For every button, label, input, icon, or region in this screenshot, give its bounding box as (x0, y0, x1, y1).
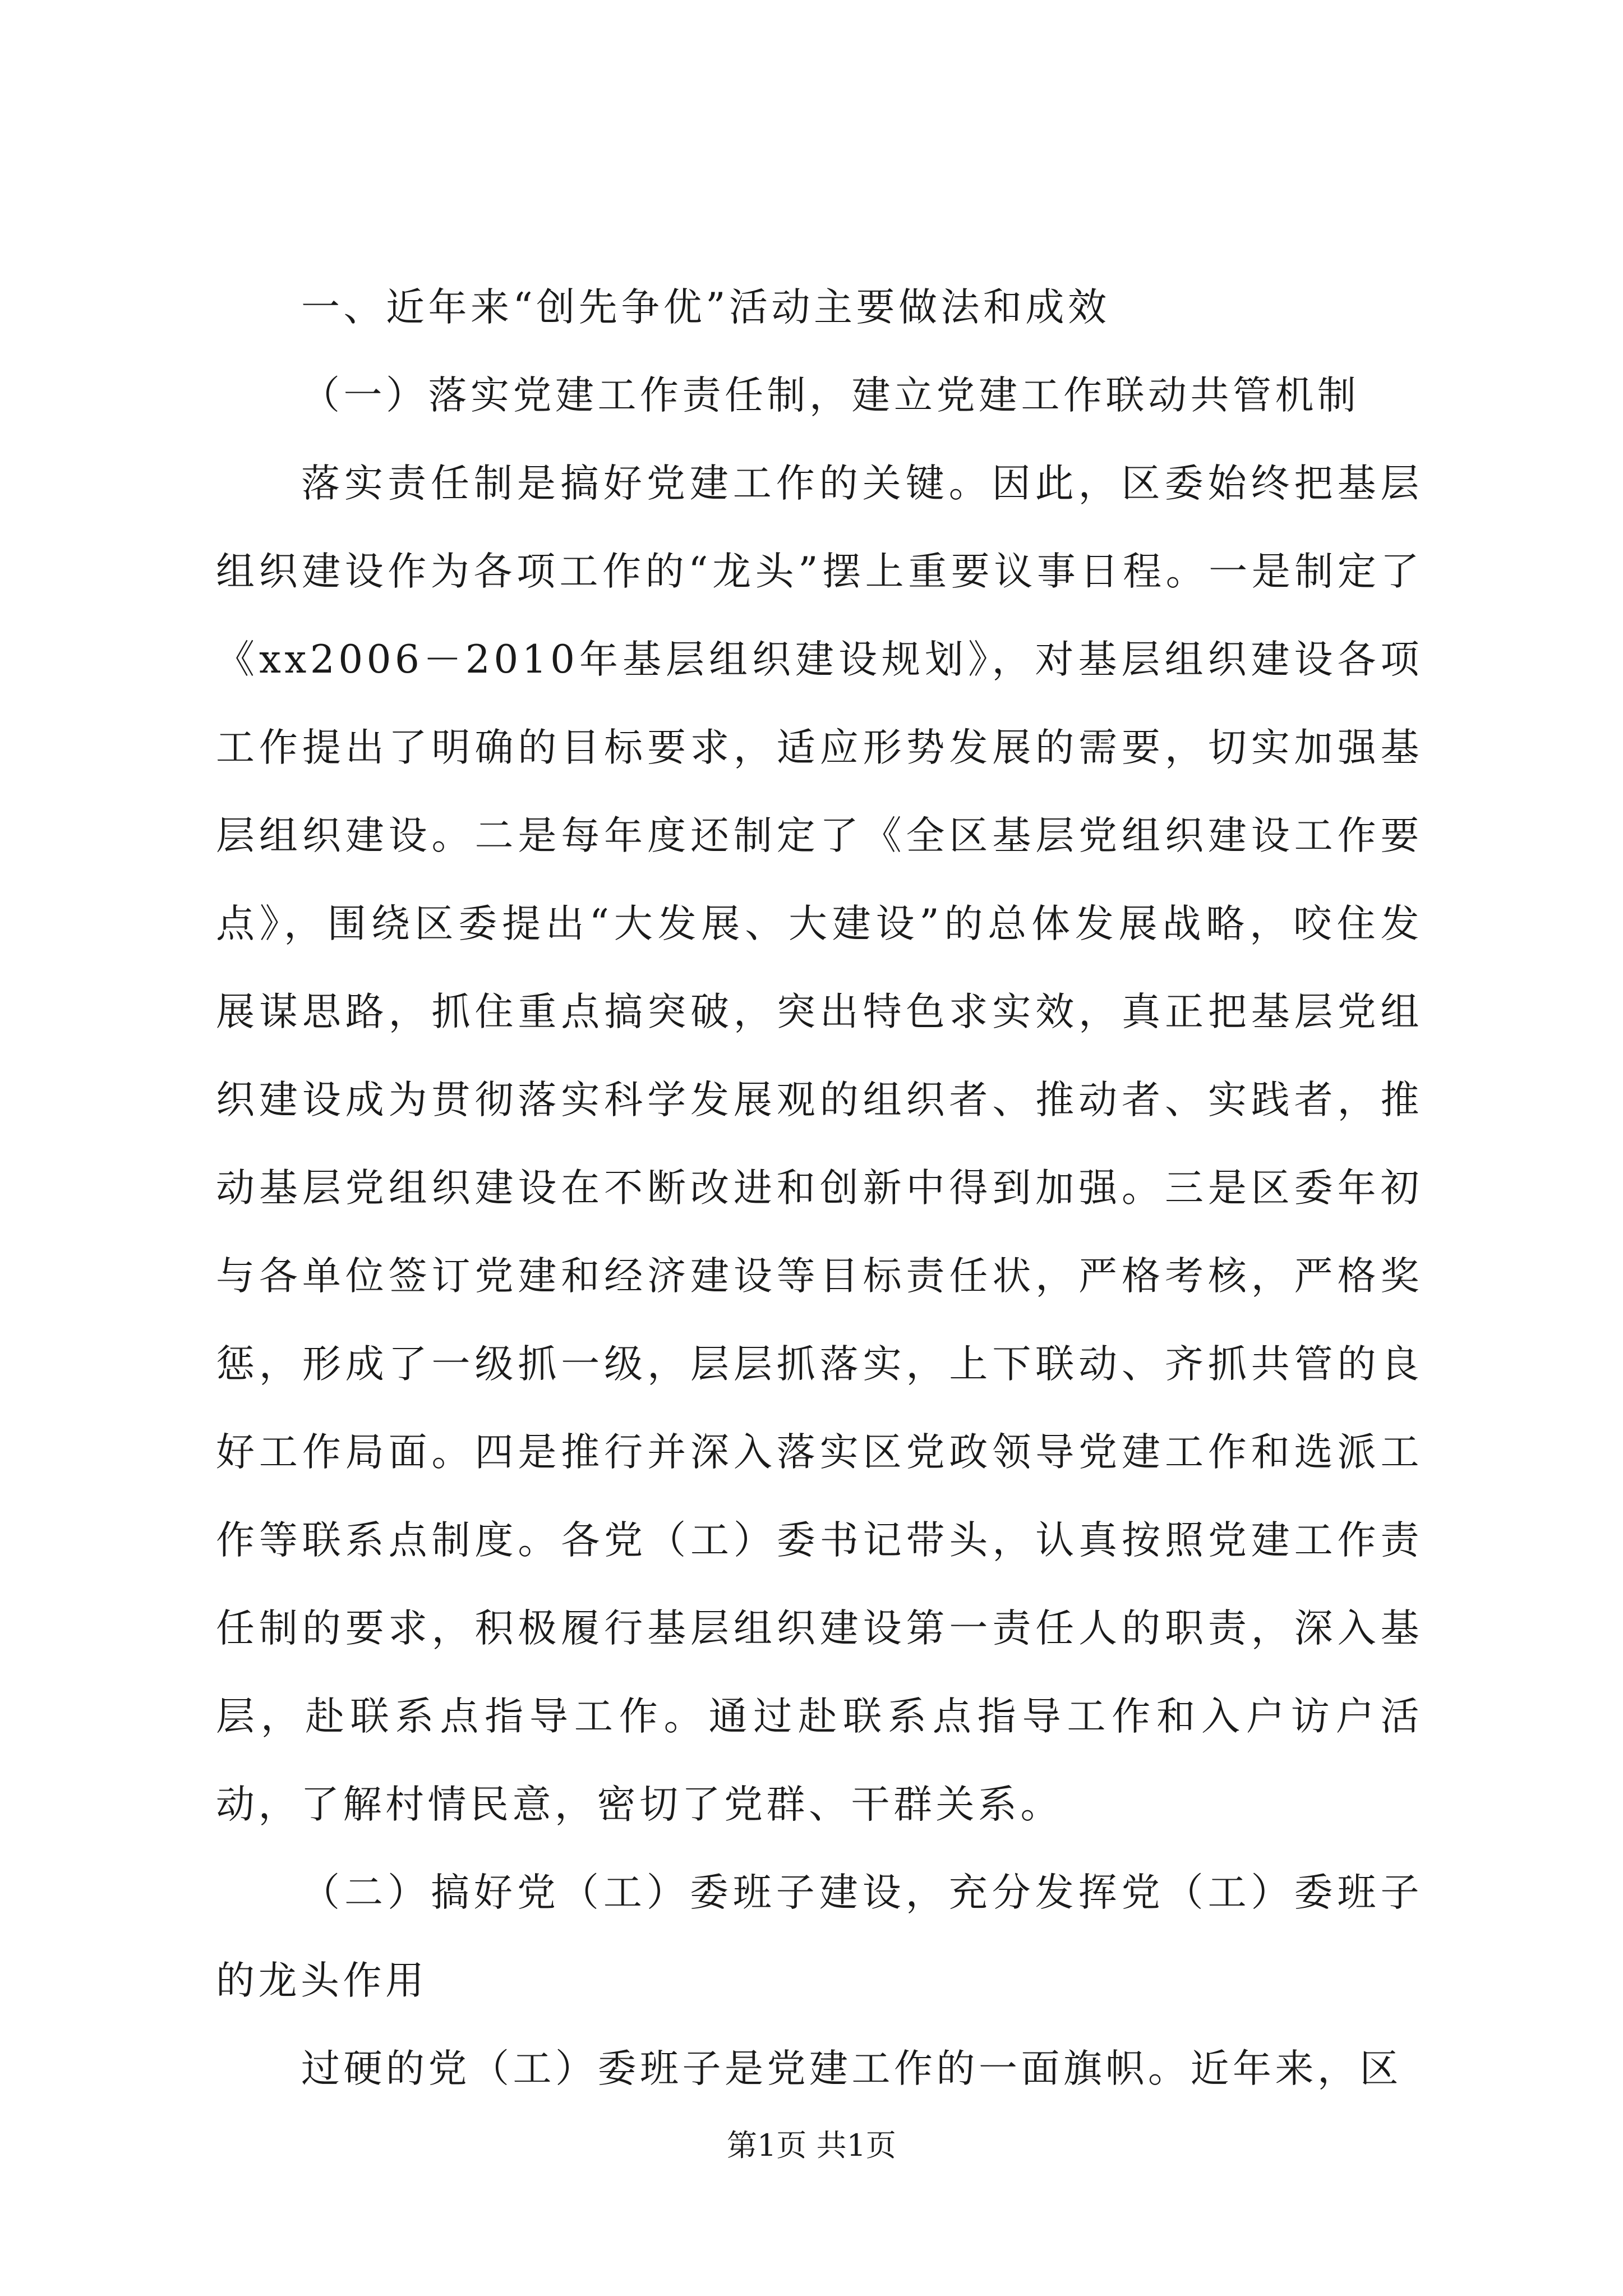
document-body (216, 264, 1423, 2113)
page-footer: 第1页 共1页 (727, 2128, 896, 2163)
subsection-heading-1: （一）落实党建工作责任制，建立党建工作联动共管机制 (301, 373, 1360, 418)
subsection-heading-2: （二）搞好党（工）委班子建设，充分发挥党（工）委班子的龙头作用 (216, 1870, 1423, 2003)
body-paragraph-continued: 过硬的党（工）委班子是党建工作的一面旗帜。近年来，区 (301, 2046, 1402, 2091)
body-paragraph: 落实责任制是搞好党建工作的关键。因此，区委始终把基层组织建设作为各项工作的“龙头”摆上重要议事日程。一是制定了《xx2006－2010年基层组织建设规划》，对基层组织建设各项工作提出了明确的目标要求，适应形势发展的需要，切实加强基层组织建设。二是每年度还制定了《全区基层党组织建设工作要点》，围绕区委提出“大发展、大建设”的总体发展战略，咬住发展谋思路，抓住重点搞突破，突出特色求实效，真正把基层党组织建设成为贯彻落实科学发展观的组织者、推动者、实践者，推动基层党组织建设在不断改进和创新中得到加强。三是区委年初与各单位签订党建和经济建设等目标责任状，严格考核，严格奖惩，形成了一级抓一级，层层抓落实，上下联动、齐抓共管的良好工作局面。四是推行并深入落实区党政领导党建工作和选派工作等联系点制度。各党（工）委书记带头，认真按照党建工作责任制的要求，积极履行基层组织建设第一责任人的职责，深入基层，赴联系点指导工作。通过赴联系点指导工作和入户访户活动，了解村情民意，密切了党群、干群关系。 (216, 461, 1423, 1827)
section-heading: 一、近年来“创先争优”活动主要做法和成效 (301, 285, 1110, 330)
